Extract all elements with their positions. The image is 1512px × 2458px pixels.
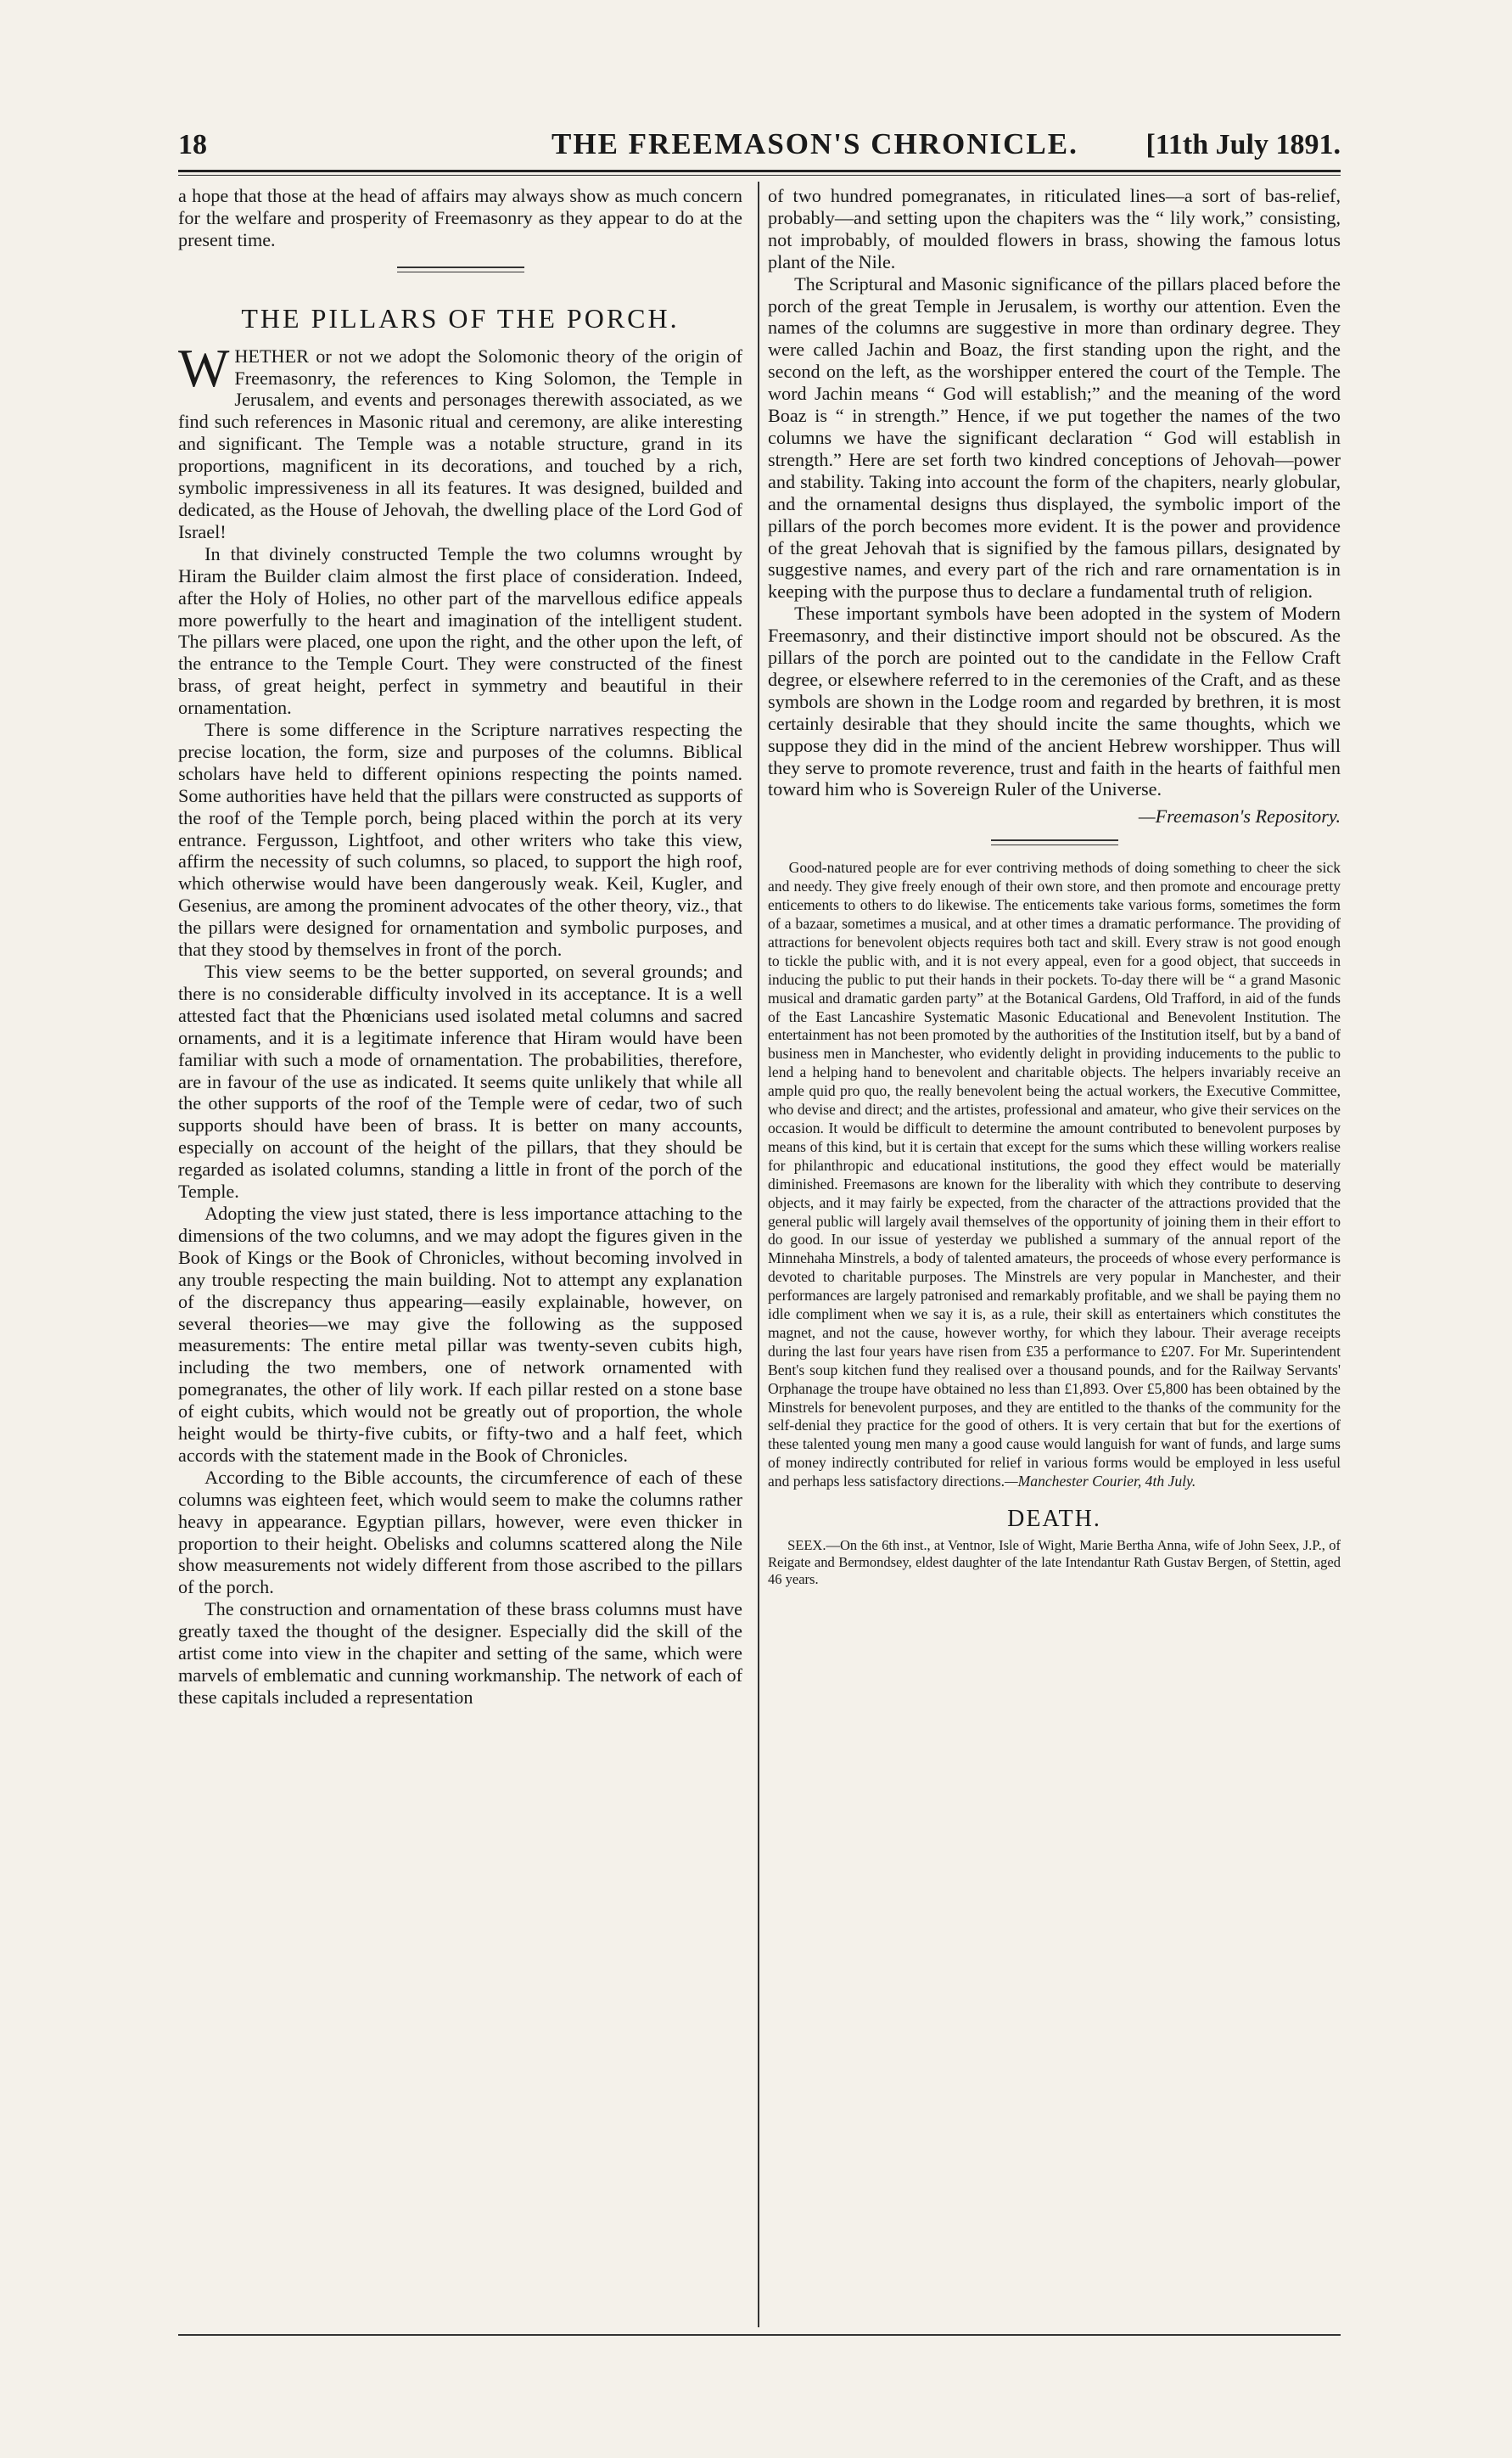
notice-text: Good-natured people are for ever contriving methods of doing something to cheer the sick and needy. They give freely enough of their own store, and then promote and encourage pretty enticements to others to do likewise. The enticements take various forms, sometimes the form of a bazaar, sometimes a musical, and at other times a dramatic performance. The providing of attractions for benevolent objects requires both tact and skill. Every straw is not good enough to tickle the public with, and it is not every appeal, even for a good object, that succeeds in inducing the public to put their hands in their pockets. To-day there will be “ a grand Masonic musical and dramatic garden party” at the Botanical Gardens, Old Trafford, in aid of the funds of the East Lancashire Systematic Masonic Educational and Benevolent Institution. The entertainment has not been promoted by the authorities of the Institution itself, but by a band of business men in Manchester, who evidently delight in providing inducements to the public to lend a helping hand to benevolent and charitable objects. The helpers invariably receive an ample quid pro quo, the really benevolent being the actual workers, the Executive Committee, who devise and direct; and the artistes, professional and amateur, who give their services on the occasion. It would be difficult to determine the amount contributed to benevolent purposes by means of this kind, but it is certain that except for the sums which these willing workers realise for philanthropic and educational institutions, the good they effect would be materially diminished. Freemasons are known for the liberality with which they contribute to deserving objects, and it may fairly be expected, from the character of the attractions provided that the general public will largely avail themselves of the opportunity of joining them in their effort to do good. In our issue of yesterday we published a summary of the annual report of the Minnehaha Minstrels, a body of talented amateurs, the proceeds of whose every performance is devoted to charitable purposes. The Minstrels are very popular in Manchester, and their performances are largely patronised and remarkably profitable, and we shall be paying them no idle compliment when we say it is, as a rule, their skill as entertainers which constitutes the magnet, and not the cause, however worthy, for which they labour. Their average receipts during the last four years have risen from £35 a performance to £207. For Mr. Superintendent Bent's soup kitchen fund they realised over a thousand pounds, and for the Railway Servants' Orphanage the troupe have obtained no less than £1,893. Over £5,800 has been obtained by the Minstrels for benevolent purposes, and they are entitled to the thanks of the community for the self-denial they practice for the good of others. It is very certain that but for the exertions of these talented young men many a good cause would languish for want of funds, and large sums of money indirectly contributed for relief in various forms would be employed in less useful and perhaps less satisfactory directions. [768, 859, 1341, 1490]
right-column [768, 185, 1341, 1588]
masthead-title: THE FREEMASON'S CHRONICLE. [552, 127, 1078, 160]
article-paragraph: According to the Bible accounts, the circumference of each of these columns was eighteen feet, which would seem to make the columns rather heavy in appearance. Egyptian pillars, however, were even thicker in proportion to their height. Obelisks and columns scattered along the Nile show measurements not widely different from those ascribed to the pillars of the porch. [178, 1466, 742, 1598]
article-paragraph [178, 337, 742, 543]
article-attribution: —Freemason's Repository. [1138, 805, 1341, 828]
page-number: 18 [178, 129, 207, 160]
death-heading: DEATH. [1007, 1506, 1101, 1533]
drop-cap: W [178, 337, 230, 398]
paragraph-text: HETHER or not we adopt the Solomonic theory of the origin of Freemasonry, the references to King Solomon, the Temple in Jerusalem, and events and personages therewith associated, as we find such references in Masonic ritual and ceremony, are alike interesting and significant. The Temple was a notable structure, grand in its proportions, magnificent in its decorations, and touched by a rich, symbolic impressiveness in all its features. It was designed, builded and dedicated, as the House of Jehovah, the dwelling place of the Lord God of Israel! [178, 345, 742, 542]
section-divider [397, 267, 524, 268]
notice-paragraph [768, 859, 1341, 1491]
article-paragraph: The construction and ornamentation of these brass columns must have greatly taxed the thought of the designer. Especially did the skill of the artist come into view in the chapiter and setting of the same, which were marvels of emblematic and cunning workmanship. The network of each of these capitals included a representation [178, 1598, 742, 1708]
header-rule [178, 170, 1341, 172]
article-paragraph: There is some difference in the Scripture narratives respecting the precise location, the form, size and purposes of the columns. Biblical scholars have held to different opinions respecting the points named. Some authorities have held that the pillars were constructed as supports of the roof of the Temple porch, being placed within the porch at its very entrance. Fergusson, Lightfoot, and other writers who take this view, affirm the necessity of such columns, so placed, to support the high roof, which otherwise would have been dangerously weak. Keil, Kugler, and Gesenius, are among the prominent advocates of the other theory, viz., that the pillars were designed for ornamentation and symbolic purposes, and that they stood by themselves in front of the porch. [178, 719, 742, 961]
left-column [178, 185, 742, 1709]
section-divider [991, 839, 1118, 841]
footer-rule [178, 2334, 1341, 2336]
header-rule-thin [178, 175, 1341, 176]
notice-source: —Manchester Courier, 4th July. [1004, 1473, 1196, 1490]
column-divider [758, 182, 759, 2327]
article-paragraph: This view seems to be the better supported, on several grounds; and there is no considerable difficulty involved in its acceptance. It is a well attested fact that the Phœnicians used isolated metal columns and sacred ornaments, and it is a legitimate inference that Hiram would have been familiar with such a mode of ornamentation. The probabilities, therefore, are in favour of the use as indicated. It seems quite unlikely that while all the other supports of the roof of the Temple were of cedar, two of such supports should have been of brass. It is better on many accounts, especially on account of the height of the pillars, that they should be regarded as isolated columns, standing a little in front of the porch of the Temple. [178, 961, 742, 1203]
article-paragraph: These important symbols have been adopted in the system of Modern Freemasonry, and their distinctive import should not be obscured. As the pillars of the porch are pointed out to the candidate in the Fellow Craft degree, or elsewhere referred to in the ceremonies of the Craft, and as these symbols are shown in the Lodge room and regarded by brethren, it is most certainly desirable that they should incite the same thoughts, which we suppose they did in the mind of the ancient Hebrew worshipper. Thus will they serve to promote reverence, trust and faith in the hearts of faithful men toward him who is Sovereign Ruler of the Universe. [768, 603, 1341, 800]
article-paragraph: The Scriptural and Masonic significance of the pillars placed before the porch of the great Temple in Jerusalem, is worthy our attention. Even the names of the columns are suggestive in more than ordinary degree. They were called Jachin and Boaz, the first standing upon the right, and the second on the left, as the worshipper entered the court of the Temple. The word Jachin means “ God will establish;” and the meaning of the word Boaz is “ in strength.” Hence, if we put together the names of the two columns we have the significant declaration “ God will establish in strength.” Here are set forth two kindred conceptions of Jehovah—power and stability. Taking into account the form of the chapiters, nearly globular, and the ornamental designs thus displayed, the symbolic import of the pillars of the porch becomes more evident. It is the power and providence of the great Jehovah that is signified by the famous pillars, designated by suggestive names, and every part of the rich and rare ornamentation is in keeping with the purpose thus to declare a fundamental truth of religion. [768, 272, 1341, 603]
death-notice: SEEX.—On the 6th inst., at Ventnor, Isle of Wight, Marie Bertha Anna, wife of John Seex, J.P., of Reigate and Bermondsey, eldest daughter of the late Intendantur Rath Gustav Bergen, of Stettin, aged 46 years. [768, 1537, 1341, 1587]
article-paragraph: Adopting the view just stated, there is less importance attaching to the dimensions of the two columns, and we may adopt the figures given in the Book of Kings or the Book of Chronicles, without becoming involved in any trouble respecting the main building. Not to attempt any explanation of the discrepancy thus appearing—easily explainable, however, on several theories—we may give the following as the supposed measurements: The entire metal pillar was twenty-seven cubits high, including the two members, one of network ornamented with pomegranates, the other of lily work. If each pillar rested on a stone base of eight cubits, which would not be greatly out of proportion, the whole height would be thirty-five cubits, or fifty-two and a half feet, which accords with the statement made in the Book of Chronicles. [178, 1202, 742, 1466]
article-title: THE PILLARS OF THE PORCH. [241, 302, 680, 334]
article-paragraph: of two hundred pomegranates, in riticulated lines—a sort of bas-relief, probably—and setting upon the chapiters was the “ lily work,” consisting, not improbably, of moulded flowers in brass, showing the famous lotus plant of the Nile. [768, 185, 1341, 272]
issue-date: [11th July 1891. [1145, 129, 1341, 160]
article-paragraph: In that divinely constructed Temple the two columns wrought by Hiram the Builder claim almost the first place of consideration. Indeed, after the Holy of Holies, no other part of the marvellous edifice appeals more powerfully to the heart and imagination of the intelligent student. The pillars were placed, one upon the right, and the other upon the left, of the entrance to the Temple Court. They were constructed of the finest brass, of great height, perfect in symmetry and beautiful in their ornamentation. [178, 542, 742, 719]
intro-paragraph: a hope that those at the head of affairs may always show as much concern for the welfare and prosperity of Freemasonry as they appear to do at the present time. [178, 185, 742, 250]
page-header [178, 124, 1341, 166]
